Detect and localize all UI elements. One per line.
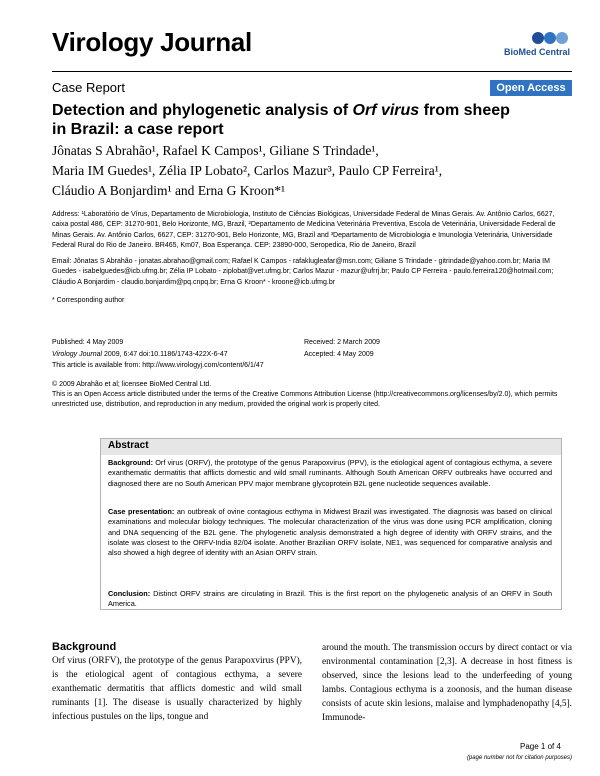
body-column-right: around the mouth. The transmission occurs by direct contact or via environmental contamination [2,3]. A decrease in host fitness is observed, since the lesions lead to the underfeeding of young lambs. Contagious ecthyma is a zoonosis, and the human disease consists of acute skin lesions, malaise and lymphadenopathy [4,5]. Immunode- bbox=[322, 643, 572, 723]
abstract-title: Abstract bbox=[108, 440, 149, 451]
received-info bbox=[304, 337, 504, 360]
article-title: Detection and phylogenetic analysis of Orf virus from sheep in Brazil: a case report bbox=[52, 102, 510, 138]
biomed-logo-icon bbox=[530, 30, 570, 46]
received-date: Received: 2 March 2009 bbox=[304, 339, 380, 346]
affiliations: Address: ¹Laboratório de Vírus, Departamento de Microbiologia, Instituto de Ciências Biológicas, Universidade Federal de Minas Gerais. Av. Antônio Carlos, 6627, caixa postal 486, CEP: 31270-901, Belo Horizonte, MG, Brazil, ²Departamento de Medicina Veterinária Preventiva, Escola de Veterinária, Universidade Federal de Minas Gerais. Av. Antônio Carlos, 6627, CEP: 31270-901, Belo Horizonte, MG, Brazil and ³Departamento de Microbiologia e Imunologia Veterinária, Universidade Federal Rural do Rio de Janeiro. BR465, Km07, Boa Esperança. CEP: 23890-000, Seropedica, Rio de Janeiro, Brazil bbox=[52, 211, 556, 249]
license-text: This is an Open Access article distributed under the terms of the Creative Commons Attribution License (http://creativecommons.org/licenses/by/2.0), which permits unrestricted use, distribution, and reproduction in any medium, provided the original work is properly cited. bbox=[52, 391, 558, 408]
author: Erna G Kroon*¹ bbox=[197, 183, 286, 198]
author: Jônatas S Abrahão¹, bbox=[52, 143, 160, 158]
abstract-background: Background: Orf virus (ORFV), the prototype of the genus Parapoxvirus (PPV), is the etiological agent of contagious ecthyma, a severe exanthematic dermatitis that afflicts domestic and wild small ruminants. Although South American ORFV outbreaks have occurred and diagnosed there are no South American PPV major membrane glycoprotein B2L gene nucleotide sequences available. bbox=[108, 458, 553, 488]
accepted-date: Accepted: 4 May 2009 bbox=[304, 350, 374, 358]
page-number: Page 1 of 4 bbox=[520, 742, 561, 751]
author: Cláudio A Bonjardim¹ bbox=[52, 183, 172, 198]
publication-info bbox=[52, 337, 292, 372]
citation: Virology Journal 2009, 6:47 doi:10.1186/1743-422X-6-47 bbox=[52, 350, 228, 358]
corresponding-author-note: * Corresponding author bbox=[52, 297, 125, 304]
body-column-left: Orf virus (ORFV), the prototype of the genus Parapoxvirus (PPV), is the etiological agent of contagious ecthyma, a severe exanthematic dermatitis that afflicts domestic and wild small ruminants [1]. The disease is usually characterized by highly infectious pustules on the lips, tongue and bbox=[52, 656, 302, 722]
author: Maria IM Guedes¹, bbox=[52, 163, 156, 178]
author: Giliane S Trindade¹, bbox=[269, 143, 379, 158]
license bbox=[52, 380, 572, 410]
journal-title: Virology Journal bbox=[52, 27, 252, 57]
author: Rafael K Campos¹, bbox=[162, 143, 266, 158]
publisher-logo bbox=[500, 30, 570, 57]
abstract-conclusion: Conclusion: Distinct ORFV strains are circulating in Brazil. This is the first report on the phylogenetic analysis of an ORFV in South America. bbox=[108, 589, 553, 609]
article-type: Case Report bbox=[52, 80, 125, 95]
author-conjunction: and bbox=[174, 183, 195, 198]
abstract-header-bar bbox=[101, 439, 561, 455]
author: Paulo CP Ferreira¹, bbox=[338, 163, 443, 178]
section-heading-background: Background bbox=[52, 641, 117, 653]
open-access-badge: Open Access bbox=[490, 80, 572, 96]
author: Carlos Mazur³, bbox=[253, 163, 336, 178]
header-rule bbox=[52, 71, 572, 72]
author-emails: Email: Jônatas S Abrahão - jonatas.abrahao@gmail.com; Rafael K Campos - rafaklugleafar@msn.com; Giliane S Trindade - gitrindade@yahoo.com.br; Maria IM Guedes - isabelguedes@icb.ufmg.br; Zélia IP Lobato - ziplobat@vet.ufmg.br; Carlos Mazur - mazur@ufrrj.br; Paulo CP Ferreira - paulo.ferreira120@hotmail.com; Cláudio A Bonjardim - claudio.bonjardim@pq.cnpq.br; Erna G Kroon* - kroone@icb.ufmg.br bbox=[52, 258, 554, 286]
author: Zélia IP Lobato², bbox=[158, 163, 251, 178]
abstract-case-presentation: Case presentation: an outbreak of ovine contagious ecthyma in Midwest Brazil was investigated. The diagnosis was based on clinical examinations and molecular biology techniques. The molecular characterization of the virus was done using PCR amplification, cloning and DNA sequencing of the B2L gene. The phylogenetic analysis demonstrated a high degree of identity with ORFV strains, and the isolate was closest to the ORFV-India 82/04 isolate. Another Brazilian ORFV isolate, NE1, was sequenced for comparative analysis and also showed a high degree of identity with an Asian ORFV strain. bbox=[108, 507, 552, 558]
page-note: (page number not for citation purposes) bbox=[466, 755, 572, 761]
publisher-name: BioMed Central bbox=[503, 47, 570, 57]
author-list bbox=[52, 141, 522, 201]
available-url: This article is available from: http://www.virologyj.com/content/6/1/47 bbox=[52, 362, 264, 369]
published-date: Published: 4 May 2009 bbox=[52, 339, 124, 346]
copyright: © 2009 Abrahão et al; licensee BioMed Central Ltd. bbox=[52, 381, 212, 388]
